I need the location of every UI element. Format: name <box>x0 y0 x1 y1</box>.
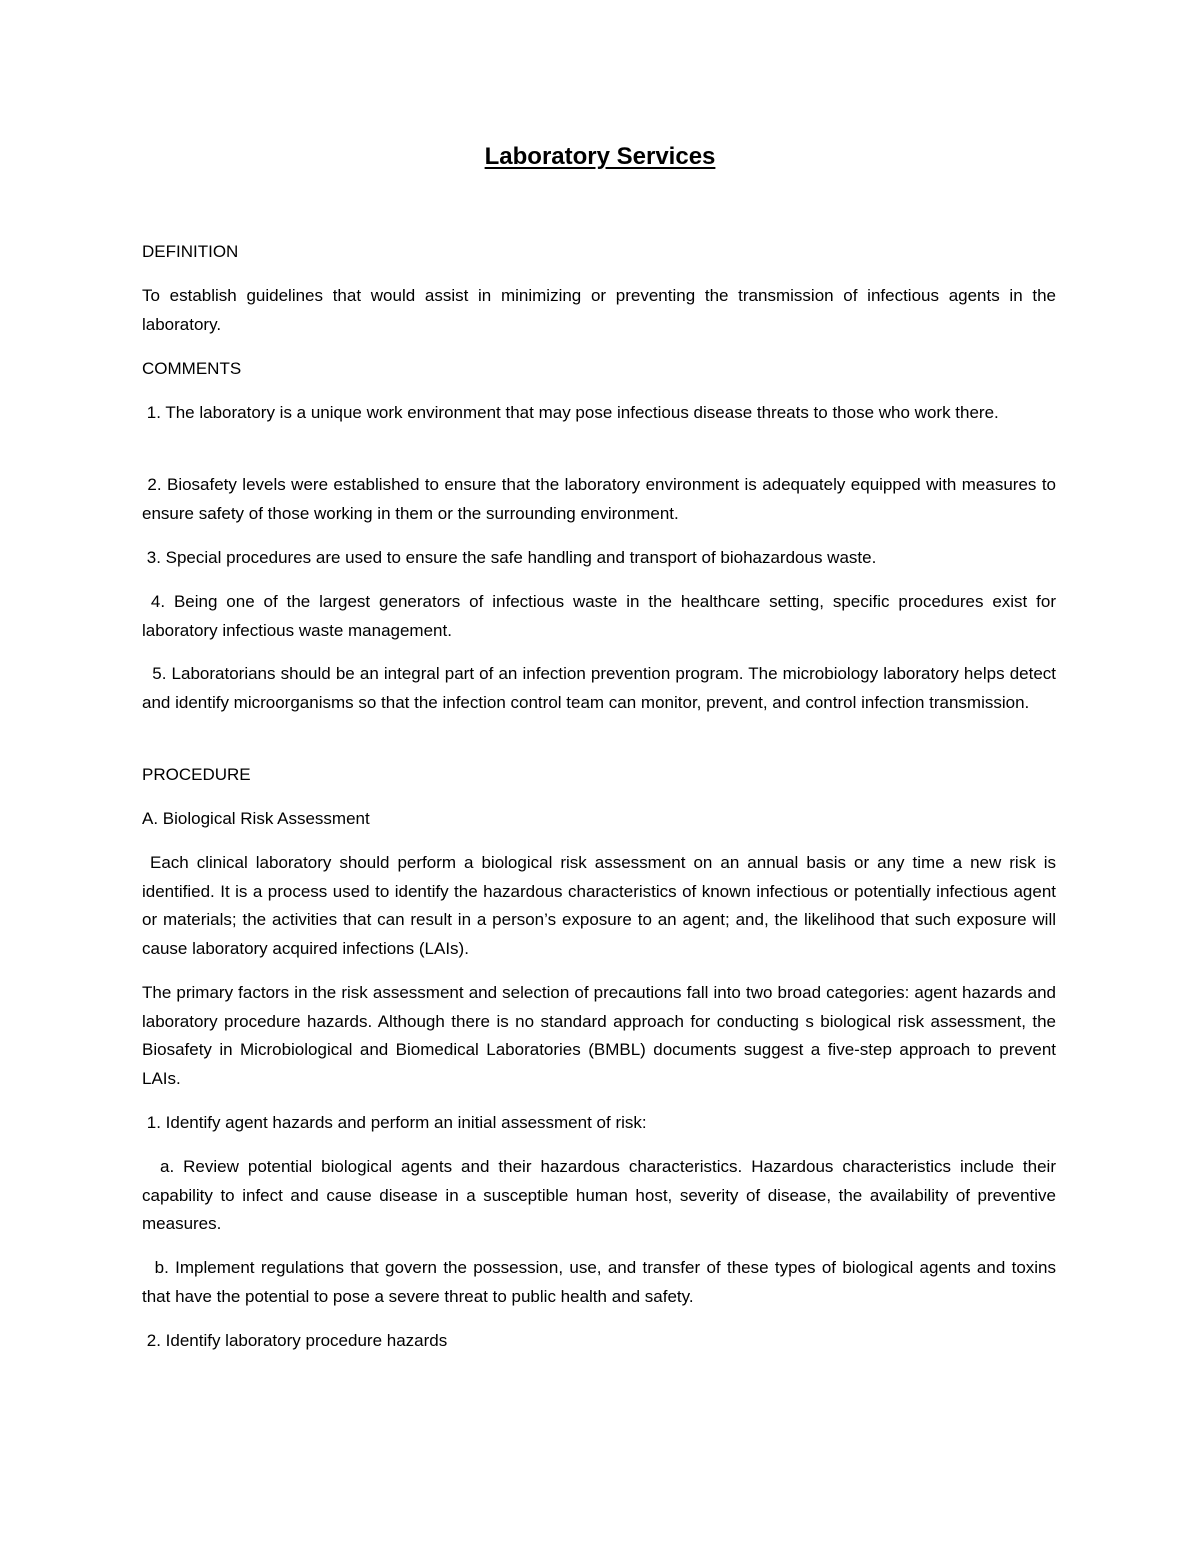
section-a-paragraph-1: Each clinical laboratory should perform a biological risk assessment on an annual basis or any time a new risk is identified. It is a process used to identify the hazardous characteristics of known infectious or potentially infectious agent or materials; the activities that can result in a person’s exposure to an agent; and, the likelihood that such exposure will cause laboratory acquired infections (LAIs). <box>142 853 1061 958</box>
definition-heading: DEFINITION <box>142 242 239 261</box>
step-1: 1. Identify agent hazards and perform an initial assessment of risk: <box>142 1113 647 1132</box>
section-a-paragraph-2: The primary factors in the risk assessment and selection of precautions fall into two broad categories: agent hazards and laboratory procedure hazards. Although there is no standard approach for conducting s biological risk assessment, the Biosafety in Microbiological and Biomedical Laboratories (BMBL) documents suggest a five-step approach to prevent LAIs. <box>142 983 1056 1088</box>
comment-item-4: 4. Being one of the largest generators of infectious waste in the healthcare setting, specific procedures exist for laboratory infectious waste management. <box>142 592 1061 640</box>
comment-item-5: 5. Laboratorians should be an integral part of an infection prevention program. The microbiology laboratory helps detect and identify microorganisms so that the infection control team can monitor, prevent, and control infection transmission. <box>142 664 1061 712</box>
step-1a: a. Review potential biological agents and their hazardous characteristics. Hazardous characteristics include their capability to infect and cause disease in a susceptible human host, severity of disease, the availability of preventive measures. <box>142 1157 1061 1233</box>
section-a-heading: A. Biological Risk Assessment <box>142 809 370 828</box>
procedure-heading: PROCEDURE <box>142 765 251 784</box>
comments-heading: COMMENTS <box>142 359 242 378</box>
page-title: Laboratory Services <box>484 143 716 170</box>
step-2: 2. Identify laboratory procedure hazards <box>142 1331 448 1350</box>
comment-item-1: 1. The laboratory is a unique work environment that may pose infectious disease threats to those who work there. <box>142 403 999 422</box>
definition-text: To establish guidelines that would assist in minimizing or preventing the transmission of infectious agents in the laboratory. <box>142 286 1056 334</box>
step-1b: b. Implement regulations that govern the possession, use, and transfer of these types of biological agents and toxins that have the potential to pose a severe threat to public health and safety. <box>142 1258 1061 1306</box>
comment-item-2: 2. Biosafety levels were established to ensure that the laboratory environment is adequately equipped with measures to ensure safety of those working in them or the surrounding environment. <box>142 475 1061 523</box>
comment-item-3: 3. Special procedures are used to ensure the safe handling and transport of biohazardous waste. <box>142 548 877 567</box>
